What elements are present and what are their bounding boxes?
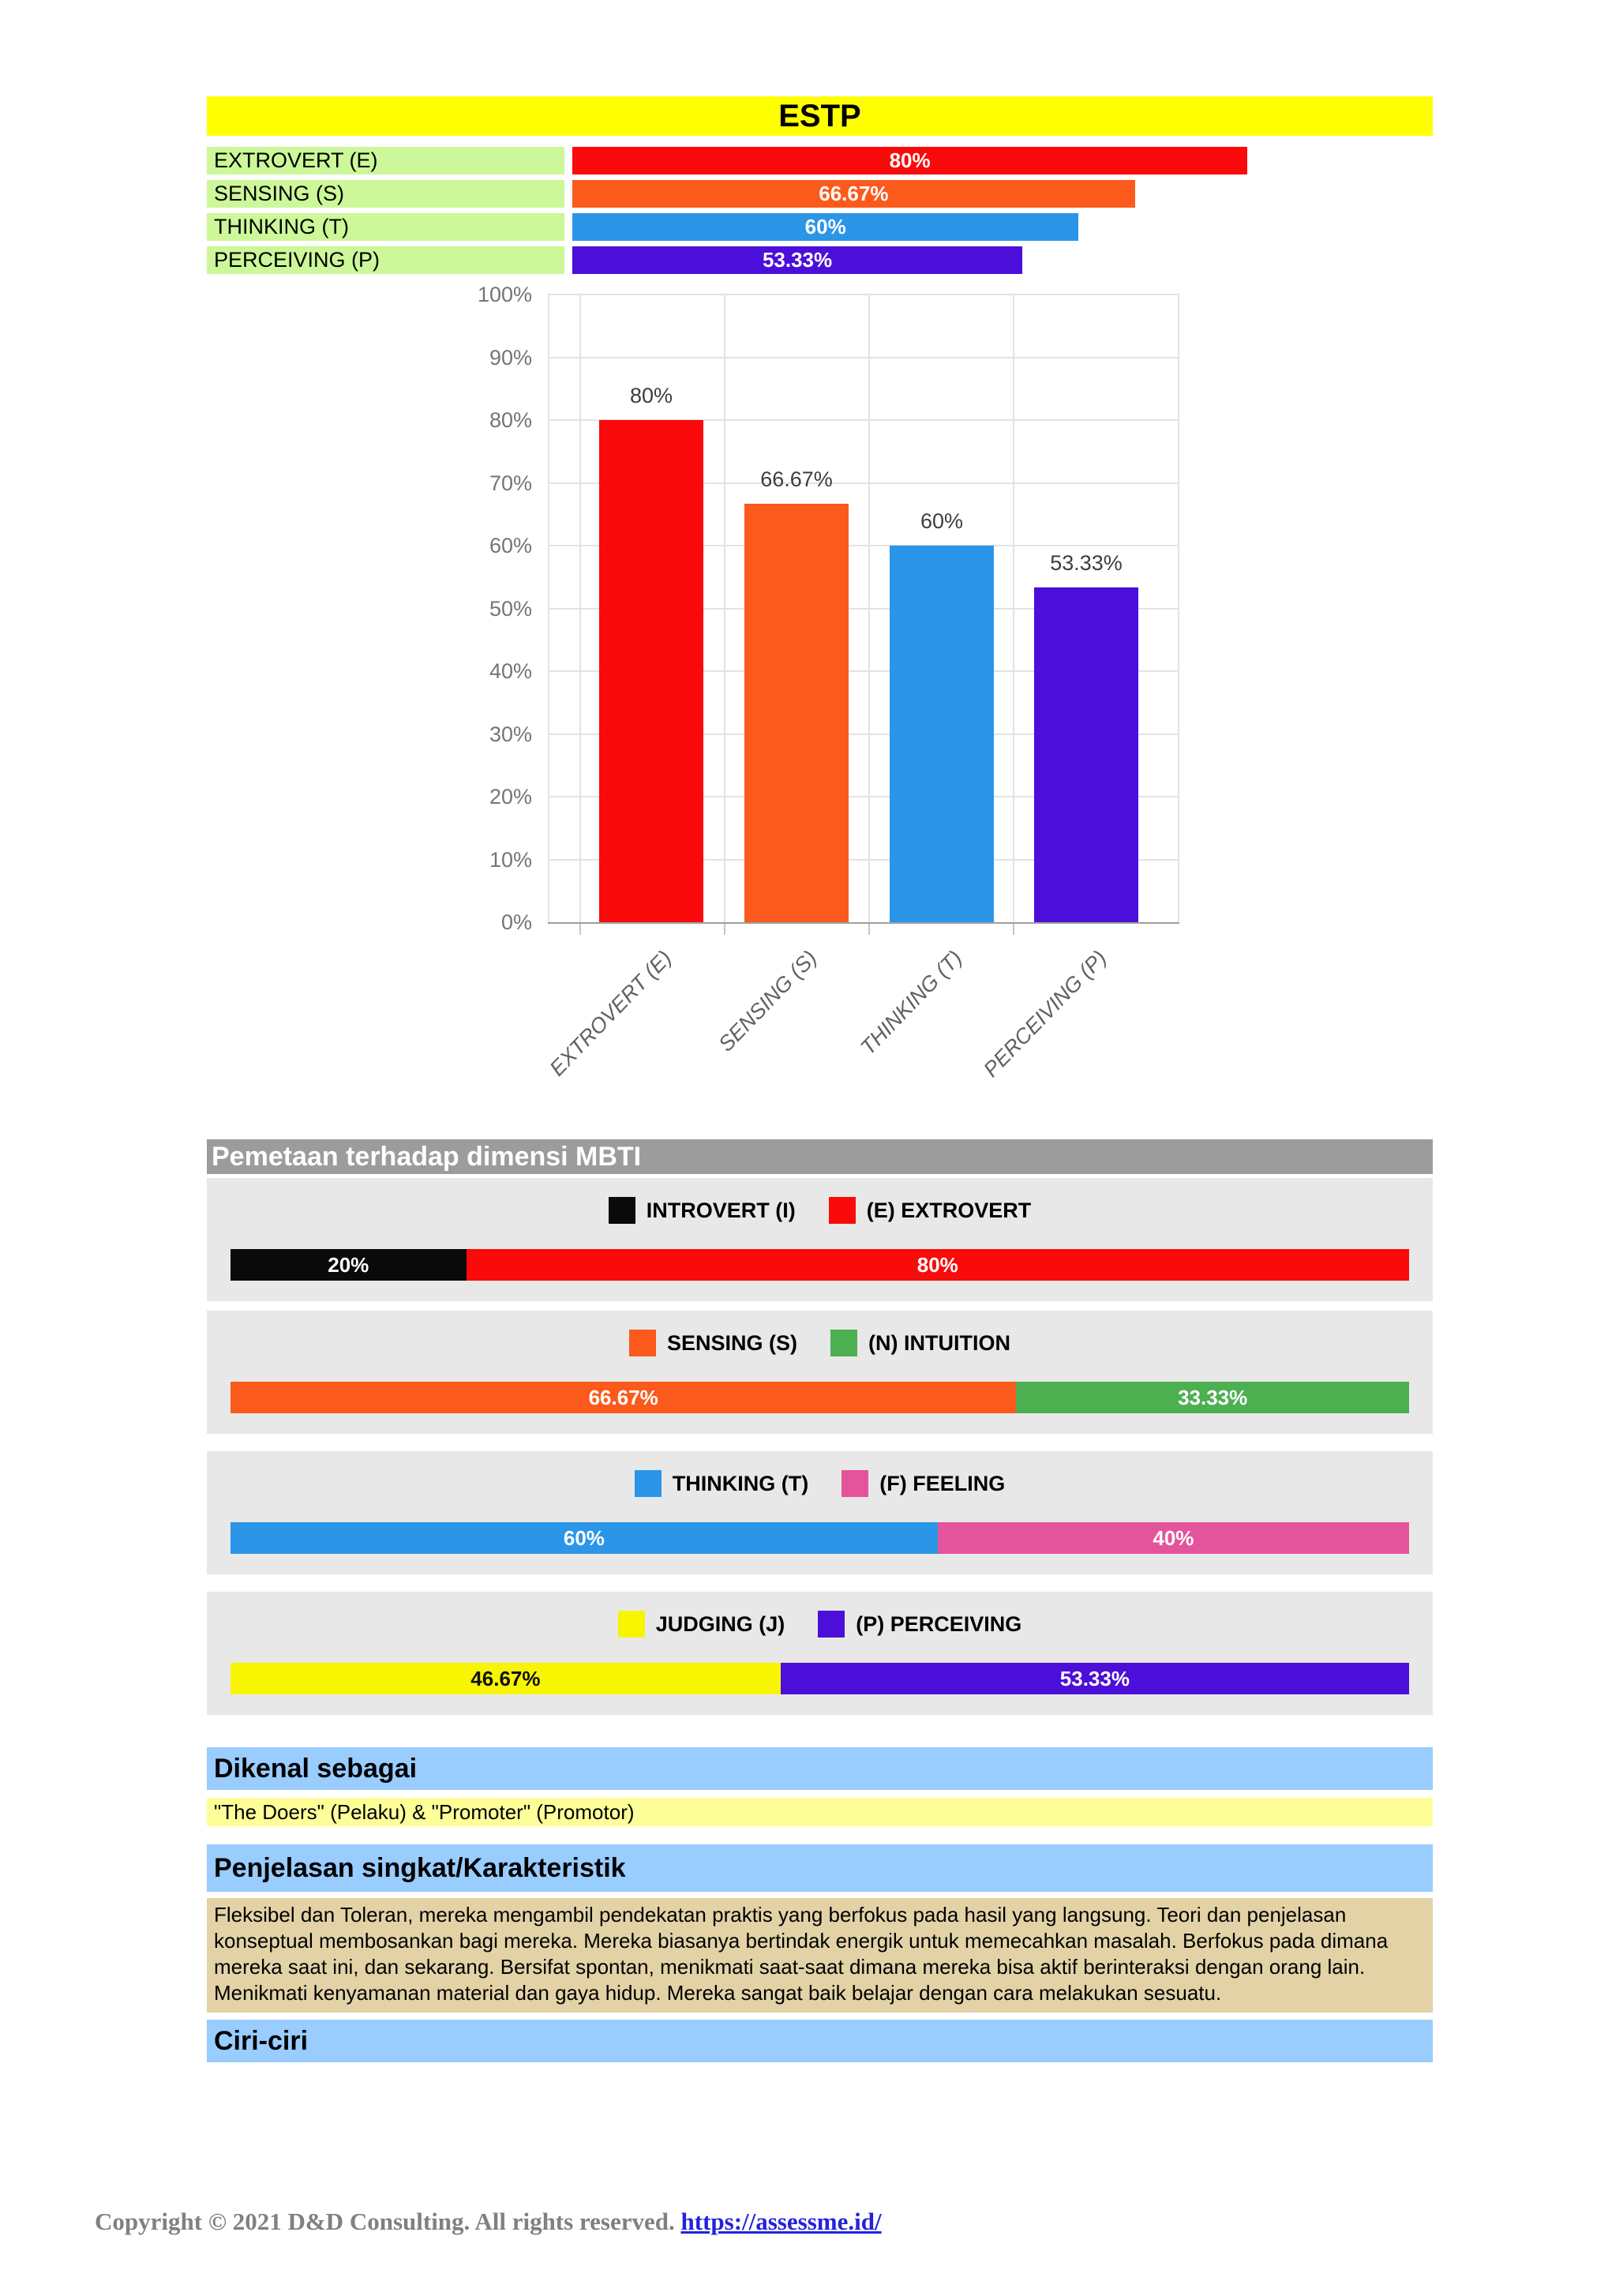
legend [207,1470,1433,1497]
legend-label: INTROVERT (I) [646,1198,796,1222]
stacked-segment: 46.67% [231,1663,781,1694]
legend-swatch [629,1330,656,1356]
chart-bar [890,546,994,922]
y-axis-label: 10% [489,847,532,872]
chart-bar [744,504,849,922]
type-title-banner [207,96,1433,136]
gridline [1013,295,1014,922]
known-as-value: "The Doers" (Pelaku) & "Promoter" (Promotor) [207,1798,1433,1826]
chart-value-label: 60% [920,509,964,533]
y-axis-label: 100% [477,283,532,306]
axis-tick [1013,924,1014,935]
legend-item [609,1197,796,1224]
y-axis-label: 60% [489,534,532,557]
y-axis-label: 70% [489,471,532,495]
trait-bar [572,180,1135,208]
gridline [1178,295,1179,922]
x-axis-label: PERCEIVING (P) [979,946,1111,1082]
y-axis-label: 40% [489,659,532,683]
legend-item [618,1611,785,1638]
legend-item [818,1611,1021,1638]
stacked-segment: 60% [231,1522,938,1554]
legend-swatch [618,1611,645,1638]
dimension-panel [207,1311,1433,1434]
x-axis-label: EXTROVERT (E) [545,946,677,1081]
stacked-segment: 20% [231,1249,467,1281]
gridline [548,295,549,922]
y-axis-label: 30% [489,722,532,746]
stacked-segment: 66.67% [231,1382,1016,1413]
trait-label: EXTROVERT (E) [207,147,564,174]
known-as-header [207,1747,1433,1790]
copyright-text: Copyright © 2021 D&D Consulting. All rights reserved. [95,2208,675,2235]
description-header-label: Penjelasan singkat/Karakteristik [214,1852,626,1883]
x-axis-label: SENSING (S) [714,946,822,1056]
trait-label: THINKING (T) [207,213,564,241]
chart-value-label: 53.33% [1050,551,1123,576]
description-header [207,1844,1433,1892]
trait-bar-value: 60% [804,215,846,238]
y-axis-label: 20% [489,785,532,808]
trait-row [207,246,1433,274]
legend-swatch [830,1330,857,1356]
type-title: ESTP [778,98,861,133]
trait-bar-value: 53.33% [762,248,833,272]
legend-swatch [829,1197,856,1224]
axis-tick [579,924,581,935]
traits-section-header [207,2020,1433,2062]
mapping-section-title: Pemetaan terhadap dimensi MBTI [212,1141,642,1172]
gridline [868,295,870,922]
chart-value-label: 80% [629,384,673,407]
legend-label: JUDGING (J) [655,1611,785,1636]
trait-label: SENSING (S) [207,180,564,208]
stacked-bar [231,1663,1409,1694]
bar-chart [477,283,1179,1082]
chart-value-label: 66.67% [760,467,833,491]
chart-bar [1034,587,1138,922]
stacked-bar [231,1382,1409,1413]
trait-bar-value: 66.67% [819,182,889,205]
trait-bar [572,246,1022,274]
legend-label: SENSING (S) [666,1330,798,1355]
legend-item [830,1330,1010,1356]
axis-tick [868,924,870,935]
legend [207,1330,1433,1356]
trait-row [207,213,1433,241]
stacked-segment: 80% [467,1249,1409,1281]
trait-summary-rows [207,147,1433,281]
trait-row [207,180,1433,208]
trait-label: PERCEIVING (P) [207,246,564,274]
legend-swatch [818,1611,845,1638]
legend-swatch [609,1197,635,1224]
dimension-panel [207,1592,1433,1715]
legend-label: (P) PERCEIVING [856,1611,1022,1636]
known-as-header-label: Dikenal sebagai [214,1753,418,1784]
stacked-segment: 40% [938,1522,1409,1554]
stacked-segment: 53.33% [781,1663,1409,1694]
stacked-bar [231,1522,1409,1554]
trait-bar-value: 80% [889,148,931,172]
gridline [548,294,1179,295]
axis-tick [724,924,725,935]
footer-link[interactable]: https://assessme.id/ [680,2208,882,2235]
mapping-panels [207,1178,1433,1731]
legend [207,1197,1433,1224]
trait-bar [572,147,1247,174]
dimension-panel [207,1451,1433,1574]
legend-item [841,1470,1005,1497]
legend-item [629,1330,797,1356]
legend-label: (F) FEELING [879,1471,1006,1495]
y-axis-label: 90% [489,345,532,370]
dimension-panel [207,1178,1433,1301]
x-axis-label: THINKING (T) [856,946,967,1060]
y-axis-label: 50% [489,596,532,621]
legend-label: THINKING (T) [672,1471,809,1495]
legend-label: (E) EXTROVERT [866,1198,1032,1222]
chart-bar [599,420,703,922]
footer [95,2208,882,2236]
legend-swatch [841,1470,868,1497]
legend-swatch [635,1470,662,1497]
trait-bar [572,213,1078,241]
traits-section-header-label: Ciri-ciri [214,2025,309,2056]
legend [207,1611,1433,1638]
trait-row [207,147,1433,174]
stacked-bar [231,1249,1409,1281]
gridline [548,357,1179,358]
y-axis-label: 80% [489,408,532,432]
legend-item [635,1470,808,1497]
legend-label: (N) INTUITION [868,1330,1010,1355]
stacked-segment: 33.33% [1016,1382,1409,1413]
mapping-section-header [207,1139,1433,1174]
description-text: Fleksibel dan Toleran, mereka mengambil pendekatan praktis yang berfokus pada hasil yang langsung. Teori dan penjelasan konseptual membosankan bagi mereka. Mereka biasanya bertindak energik untuk memecahkan masalah. Berfokus pada dimana mereka saat ini, dan sekarang. Bersifat spontan, menikmati saat-saat dimana mereka bisa aktif berinteraksi dengan orang lain. Menikmati kenyamanan material dan gaya hidup. Mereka sangat baik belajar dengan cara melakukan sesuatu. [207,1898,1433,2013]
legend-item [829,1197,1032,1224]
y-axis-label: 0% [500,910,532,934]
